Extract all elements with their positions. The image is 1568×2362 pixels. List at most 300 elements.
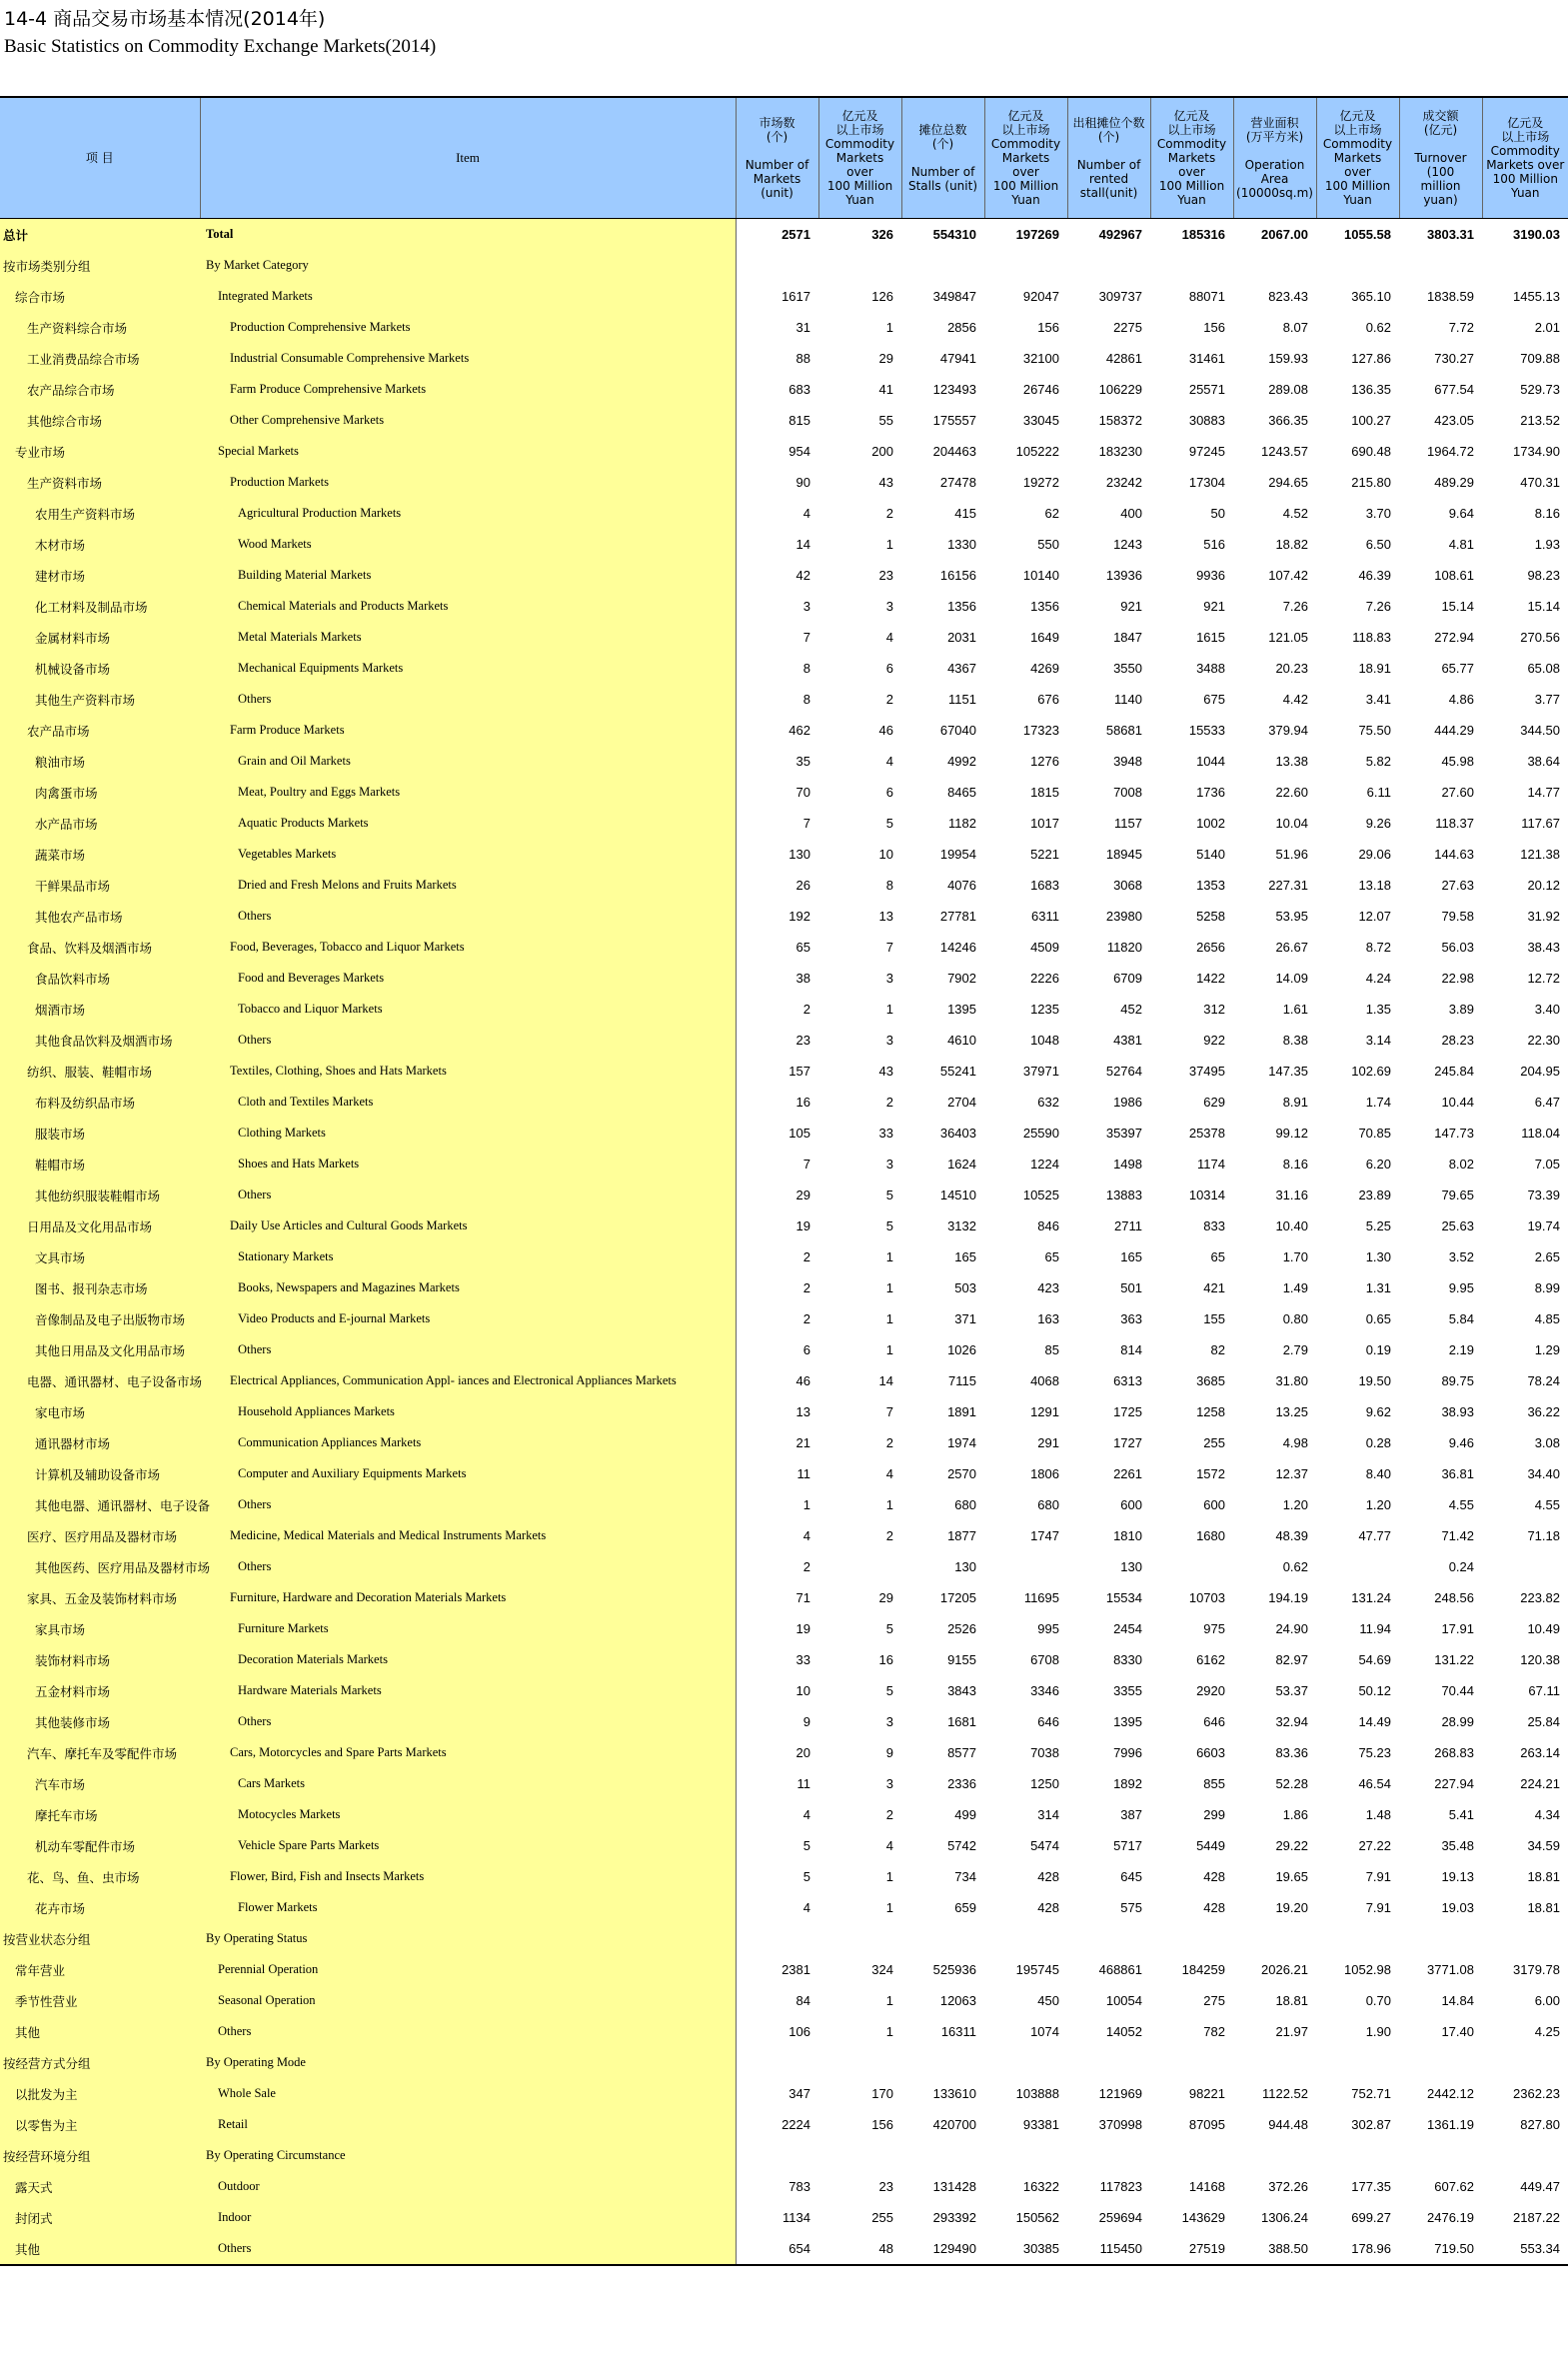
value-cell: 100.27 (1351, 413, 1391, 428)
value-cell: 136.35 (1351, 382, 1391, 397)
value-cell: 106 (788, 2024, 810, 2039)
value-cell: 29 (878, 351, 893, 366)
row-label-cn: 家具市场 (0, 1613, 200, 1644)
value-cell: 6313 (1113, 1373, 1142, 1388)
value-cell: 8.07 (1282, 320, 1308, 335)
value-cell: 121.38 (1520, 847, 1560, 862)
value-cell: 14510 (939, 1187, 976, 1202)
table-row (0, 2140, 1568, 2171)
value-cell: 1 (885, 1497, 893, 1512)
value-cell: 4 (885, 1466, 893, 1481)
value-cell: 1.30 (1365, 1249, 1391, 1264)
value-cell: 8.16 (1282, 1157, 1308, 1172)
table-row (0, 1180, 1568, 1210)
value-cell: 1134 (783, 2210, 810, 2225)
table-row (0, 436, 1568, 467)
value-cell: 88 (795, 351, 810, 366)
value-cell: 632 (1037, 1095, 1059, 1110)
value-cell: 272.94 (1434, 630, 1474, 645)
value-cell (1482, 1923, 1568, 1954)
value-cell: 1.93 (1534, 537, 1560, 552)
value-cell: 18.91 (1358, 661, 1391, 676)
row-label-cn: 农用生产资料市场 (0, 498, 200, 529)
value-cell: 4 (802, 506, 810, 521)
value-cell: 7 (802, 816, 810, 831)
value-cell (818, 2140, 901, 2171)
row-label-en: By Operating Circumstance (200, 2140, 736, 2171)
value-cell: 7996 (1113, 1745, 1142, 1760)
row-label-en: Perennial Operation (200, 1954, 736, 1985)
value-cell: 2.79 (1282, 1342, 1308, 1357)
value-cell: 197269 (1015, 227, 1059, 242)
table-row (0, 467, 1568, 498)
value-cell: 8 (885, 878, 893, 893)
value-cell: 1 (802, 1497, 810, 1512)
value-cell: 1243 (1113, 537, 1142, 552)
row-label-en: Industrial Consumable Comprehensive Markets (200, 343, 736, 374)
value-cell: 170 (871, 2086, 893, 2101)
value-cell: 32100 (1022, 351, 1059, 366)
value-cell: 452 (1120, 1002, 1142, 1017)
value-cell: 10054 (1105, 1993, 1142, 2008)
value-cell: 227.94 (1434, 1776, 1474, 1791)
row-label-cn: 家电市场 (0, 1396, 200, 1427)
value-cell (1316, 2140, 1399, 2171)
value-cell: 312 (1203, 1002, 1225, 1017)
value-cell: 1140 (1114, 692, 1142, 707)
value-cell: 156 (1037, 320, 1059, 335)
value-cell: 17304 (1188, 475, 1225, 490)
value-cell: 105 (788, 1126, 810, 1141)
table-row (0, 746, 1568, 777)
value-cell: 3 (802, 599, 810, 614)
value-cell: 921 (1120, 599, 1142, 614)
row-label-en: Decoration Materials Markets (200, 1644, 736, 1675)
row-label-en: Outdoor (200, 2171, 736, 2202)
row-label-en: Agricultural Production Markets (200, 498, 736, 529)
value-cell: 7902 (947, 971, 976, 986)
row-label-cn: 布料及纺织品市场 (0, 1087, 200, 1118)
table-row (0, 994, 1568, 1025)
value-cell: 5.82 (1365, 754, 1391, 769)
value-cell: 38.64 (1527, 754, 1560, 769)
row-label-cn: 农产品综合市场 (0, 374, 200, 405)
value-cell: 4.52 (1282, 506, 1308, 521)
row-label-en: Tobacco and Liquor Markets (200, 994, 736, 1025)
value-cell: 7.05 (1534, 1157, 1560, 1172)
row-label-cn: 机动车零配件市场 (0, 1830, 200, 1861)
value-cell: 4.85 (1534, 1311, 1560, 1326)
table-row (0, 1985, 1568, 2016)
value-cell: 423.05 (1434, 413, 1474, 428)
value-cell (1316, 2047, 1399, 2078)
value-cell (1316, 250, 1399, 281)
value-cell: 349847 (932, 289, 976, 304)
value-cell: 2224 (782, 2117, 810, 2132)
value-cell: 28.23 (1441, 1033, 1474, 1048)
row-label-cn: 以零售为主 (0, 2109, 200, 2140)
value-cell: 13.25 (1275, 1404, 1308, 1419)
row-label-en: Clothing Markets (200, 1118, 736, 1149)
value-cell: 3346 (1030, 1683, 1059, 1698)
row-label-en: Others (200, 2016, 736, 2047)
value-cell: 1727 (1113, 1435, 1142, 1450)
value-cell: 0.65 (1365, 1311, 1391, 1326)
value-cell: 4.34 (1534, 1807, 1560, 1822)
value-cell: 489.29 (1434, 475, 1474, 490)
value-cell: 553.34 (1482, 2233, 1568, 2265)
value-cell: 9 (885, 1745, 893, 1760)
value-cell: 53.37 (1275, 1683, 1308, 1698)
value-cell: 33 (878, 1126, 893, 1141)
value-cell: 3132 (947, 1218, 976, 1233)
value-cell: 8.99 (1534, 1280, 1560, 1295)
value-cell: 2571 (782, 227, 810, 242)
value-cell: 13936 (1105, 568, 1142, 583)
value-cell: 23 (795, 1033, 810, 1048)
value-cell: 8 (802, 661, 810, 676)
value-cell: 19.13 (1441, 1869, 1474, 1884)
value-cell: 21.97 (1275, 2024, 1308, 2039)
value-cell: 4 (802, 1807, 810, 1822)
value-cell: 83.36 (1275, 1745, 1308, 1760)
column-header-6: 出租摊位个数 (个) Number of rented stall(unit) (1067, 97, 1150, 219)
value-cell: 3803.31 (1427, 227, 1474, 242)
value-cell: 46 (878, 723, 893, 738)
row-label-cn: 工业消费品综合市场 (0, 343, 200, 374)
row-label-cn: 计算机及辅助设备市场 (0, 1458, 200, 1489)
row-label-en: Production Comprehensive Markets (200, 312, 736, 343)
value-cell: 75.23 (1358, 1745, 1391, 1760)
value-cell: 165 (954, 1249, 976, 1264)
value-cell: 26.67 (1275, 940, 1308, 955)
value-cell: 4367 (947, 661, 976, 676)
value-cell: 0.70 (1365, 1993, 1391, 2008)
value-cell: 65.08 (1527, 661, 1560, 676)
value-cell (1399, 250, 1482, 281)
value-cell: 106229 (1098, 382, 1142, 397)
row-label-en: Video Products and E-journal Markets (200, 1303, 736, 1334)
table-row (0, 1272, 1568, 1303)
value-cell: 499 (954, 1807, 976, 1822)
value-cell: 52.28 (1275, 1776, 1308, 1791)
row-label-en: Special Markets (200, 436, 736, 467)
value-cell: 14 (878, 1373, 893, 1388)
value-cell: 4.42 (1282, 692, 1308, 707)
value-cell: 4381 (1113, 1033, 1142, 1048)
value-cell: 2 (885, 1807, 893, 1822)
table-row (0, 1025, 1568, 1056)
value-cell (1067, 2140, 1150, 2171)
value-cell: 2476.19 (1427, 2210, 1474, 2225)
value-cell (1233, 2047, 1316, 2078)
table-row (0, 1675, 1568, 1706)
value-cell: 35.48 (1441, 1838, 1474, 1853)
value-cell: 17.91 (1441, 1621, 1474, 1636)
value-cell: 0.80 (1282, 1311, 1308, 1326)
value-cell: 14246 (939, 940, 976, 955)
value-cell: 28.99 (1441, 1714, 1474, 1729)
row-label-en: Indoor (200, 2202, 736, 2233)
value-cell: 10 (795, 1683, 810, 1698)
value-cell: 2381 (782, 1962, 810, 1977)
value-cell (984, 1551, 1067, 1582)
value-cell: 16322 (1022, 2179, 1059, 2194)
row-label-cn: 农产品市场 (0, 715, 200, 746)
value-cell: 5 (885, 816, 893, 831)
value-cell: 19 (795, 1218, 810, 1233)
value-cell: 709.88 (1520, 351, 1560, 366)
row-label-cn: 五金材料市场 (0, 1675, 200, 1706)
value-cell: 123493 (932, 382, 976, 397)
value-cell: 2.19 (1448, 1342, 1474, 1357)
value-cell: 4610 (947, 1033, 976, 1048)
value-cell: 1276 (1030, 754, 1059, 769)
value-cell: 1 (885, 1342, 893, 1357)
value-cell: 2 (885, 1435, 893, 1450)
value-cell: 423 (1037, 1280, 1059, 1295)
value-cell: 1.49 (1282, 1280, 1308, 1295)
row-label-cn: 通讯器材市场 (0, 1427, 200, 1458)
row-label-cn: 专业市场 (0, 436, 200, 467)
table-row (0, 963, 1568, 994)
value-cell: 814 (1120, 1342, 1142, 1357)
value-cell: 7 (885, 1404, 893, 1419)
table-row (0, 1427, 1568, 1458)
value-cell: 19 (795, 1621, 810, 1636)
value-cell: 1395 (947, 1002, 976, 1017)
value-cell: 1 (885, 1280, 893, 1295)
value-cell: 33045 (1022, 413, 1059, 428)
value-cell: 554310 (932, 227, 976, 242)
value-cell: 2 (802, 1002, 810, 1017)
table-row (0, 1892, 1568, 1923)
row-label-en: Hardware Materials Markets (200, 1675, 736, 1706)
value-cell: 428 (1037, 1869, 1059, 1884)
table-row (0, 529, 1568, 560)
value-cell: 347 (788, 2086, 810, 2101)
value-cell: 2261 (1113, 1466, 1142, 1481)
table-row (0, 591, 1568, 622)
value-cell: 575 (1120, 1900, 1142, 1915)
value-cell: 3.89 (1448, 1002, 1474, 1017)
value-cell: 2362.23 (1513, 2086, 1560, 2101)
value-cell: 34.59 (1527, 1838, 1560, 1853)
value-cell (1150, 1923, 1233, 1954)
value-cell: 2 (802, 1559, 810, 1574)
column-header-3: 亿元及 以上市场 Commodity Markets over 100 Million Yuan (818, 97, 901, 219)
value-cell (984, 2140, 1067, 2171)
row-label-cn: 其他生产资料市场 (0, 684, 200, 715)
value-cell: 73.39 (1527, 1187, 1560, 1202)
value-cell: 133610 (932, 2086, 976, 2101)
value-cell: 18.81 (1527, 1900, 1560, 1915)
value-cell: 25.63 (1441, 1218, 1474, 1233)
value-cell: 1747 (1030, 1528, 1059, 1543)
row-label-cn: 日用品及文化用品市场 (0, 1210, 200, 1241)
row-label-en: Metal Materials Markets (200, 622, 736, 653)
value-cell: 14168 (1188, 2179, 1225, 2194)
value-cell (901, 2047, 984, 2078)
value-cell: 156 (871, 2117, 893, 2132)
value-cell: 6709 (1113, 971, 1142, 986)
value-cell: 147.35 (1268, 1064, 1308, 1079)
value-cell: 10525 (1022, 1187, 1059, 1202)
value-cell: 734 (954, 1869, 976, 1884)
value-cell: 38.93 (1441, 1404, 1474, 1419)
value-cell: 10 (878, 847, 893, 862)
value-cell: 184259 (1181, 1962, 1225, 1977)
value-cell (1150, 1551, 1233, 1582)
value-cell: 3550 (1113, 661, 1142, 676)
value-cell: 3.08 (1534, 1435, 1560, 1450)
value-cell: 1395 (1113, 1714, 1142, 1729)
value-cell: 18.82 (1275, 537, 1308, 552)
value-cell: 17205 (939, 1590, 976, 1605)
row-label-en: Others (200, 901, 736, 932)
value-cell: 8330 (1113, 1652, 1142, 1667)
row-label-cn: 纺织、服装、鞋帽市场 (0, 1056, 200, 1087)
value-cell: 2031 (947, 630, 976, 645)
value-cell: 155 (1203, 1311, 1225, 1326)
value-cell: 326 (871, 227, 893, 242)
value-cell: 22.60 (1275, 785, 1308, 800)
row-label-en: Flower Markets (200, 1892, 736, 1923)
value-cell: 14 (795, 537, 810, 552)
value-cell: 468861 (1098, 1962, 1142, 1977)
value-cell: 31.16 (1275, 1187, 1308, 1202)
table-row (0, 1396, 1568, 1427)
value-cell: 5140 (1196, 847, 1225, 862)
value-cell: 388.50 (1233, 2233, 1316, 2265)
value-cell: 400 (1120, 506, 1142, 521)
row-label-cn: 露天式 (0, 2171, 200, 2202)
value-cell: 5 (885, 1621, 893, 1636)
row-label-cn: 其他食品饮料及烟酒市场 (0, 1025, 200, 1056)
value-cell: 6.50 (1365, 537, 1391, 552)
table-row (0, 901, 1568, 932)
value-cell: 33 (795, 1652, 810, 1667)
value-cell: 783 (788, 2179, 810, 2194)
value-cell (1150, 2047, 1233, 2078)
value-cell: 248.56 (1434, 1590, 1474, 1605)
value-cell: 70.85 (1358, 1126, 1391, 1141)
value-cell (901, 250, 984, 281)
value-cell: 194.19 (1268, 1590, 1308, 1605)
value-cell: 607.62 (1434, 2179, 1474, 2194)
value-cell: 30385 (984, 2233, 1067, 2265)
value-cell: 255 (871, 2210, 893, 2225)
table-row (0, 2078, 1568, 2109)
value-cell: 654 (736, 2233, 818, 2265)
value-cell: 13 (878, 909, 893, 924)
value-cell (1233, 250, 1316, 281)
table-row (0, 1551, 1568, 1582)
row-label-cn: 烟酒市场 (0, 994, 200, 1025)
value-cell: 13.18 (1358, 878, 1391, 893)
value-cell: 18.81 (1527, 1869, 1560, 1884)
value-cell (984, 2047, 1067, 2078)
table-row (0, 1861, 1568, 1892)
value-cell: 177.35 (1351, 2179, 1391, 2194)
value-cell: 87095 (1188, 2117, 1225, 2132)
value-cell: 47.77 (1358, 1528, 1391, 1543)
row-label-cn: 摩托车市场 (0, 1799, 200, 1830)
value-cell: 183230 (1098, 444, 1142, 459)
value-cell: 55 (878, 413, 893, 428)
value-cell: 75.50 (1358, 723, 1391, 738)
value-cell: 1838.59 (1427, 289, 1474, 304)
value-cell: 23.89 (1358, 1187, 1391, 1202)
row-label-en: Mechanical Equipments Markets (200, 653, 736, 684)
row-label-en: Food, Beverages, Tobacco and Liquor Markets (200, 932, 736, 963)
value-cell: 719.50 (1399, 2233, 1482, 2265)
value-cell: 19272 (1022, 475, 1059, 490)
row-label-cn: 服装市场 (0, 1118, 200, 1149)
row-label-en: Others (200, 1180, 736, 1210)
value-cell (1482, 1551, 1568, 1582)
table-row (0, 622, 1568, 653)
row-label-en: Others (200, 2233, 736, 2265)
table-row (0, 2016, 1568, 2047)
table-row (0, 343, 1568, 374)
value-cell: 6 (885, 785, 893, 800)
row-label-cn: 粮油市场 (0, 746, 200, 777)
value-cell (1316, 1923, 1399, 1954)
column-header-11: 亿元及 以上市场 Commodity Markets over 100 Million Yuan (1482, 97, 1568, 219)
table-row (0, 1118, 1568, 1149)
value-cell: 65 (1044, 1249, 1059, 1264)
table-row (0, 1210, 1568, 1241)
value-cell: 2 (885, 1095, 893, 1110)
value-cell: 30883 (1188, 413, 1225, 428)
value-cell: 268.83 (1434, 1745, 1474, 1760)
row-label-en: Others (200, 684, 736, 715)
value-cell (818, 250, 901, 281)
row-label-cn: 音像制品及电子出版物市场 (0, 1303, 200, 1334)
value-cell: 2442.12 (1427, 2086, 1474, 2101)
value-cell: 11695 (1023, 1590, 1059, 1605)
value-cell: 150562 (1015, 2210, 1059, 2225)
value-cell: 5 (885, 1683, 893, 1698)
value-cell: 192 (788, 909, 810, 924)
value-cell: 10.49 (1527, 1621, 1560, 1636)
table-body (0, 219, 1568, 2266)
value-cell: 118.04 (1521, 1126, 1560, 1141)
value-cell: 3 (885, 971, 893, 986)
value-cell: 13.38 (1275, 754, 1308, 769)
value-cell: 0.24 (1448, 1559, 1474, 1574)
value-cell: 102.69 (1351, 1064, 1391, 1079)
value-cell: 1683 (1030, 878, 1059, 893)
row-label-cn: 其他综合市场 (0, 405, 200, 436)
value-cell: 314 (1037, 1807, 1059, 1822)
value-cell: 159.93 (1268, 351, 1308, 366)
table-row (0, 281, 1568, 312)
value-cell: 8.91 (1282, 1095, 1308, 1110)
value-cell: 67040 (939, 723, 976, 738)
table-row (0, 1303, 1568, 1334)
table-row (0, 1458, 1568, 1489)
value-cell: 2454 (1113, 1621, 1142, 1636)
value-cell: 13883 (1105, 1187, 1142, 1202)
value-cell: 1.29 (1534, 1342, 1560, 1357)
table-row (0, 777, 1568, 808)
value-cell: 855 (1203, 1776, 1225, 1791)
value-cell: 3355 (1113, 1683, 1142, 1698)
value-cell: 680 (1037, 1497, 1059, 1512)
value-cell: 2656 (1196, 940, 1225, 955)
